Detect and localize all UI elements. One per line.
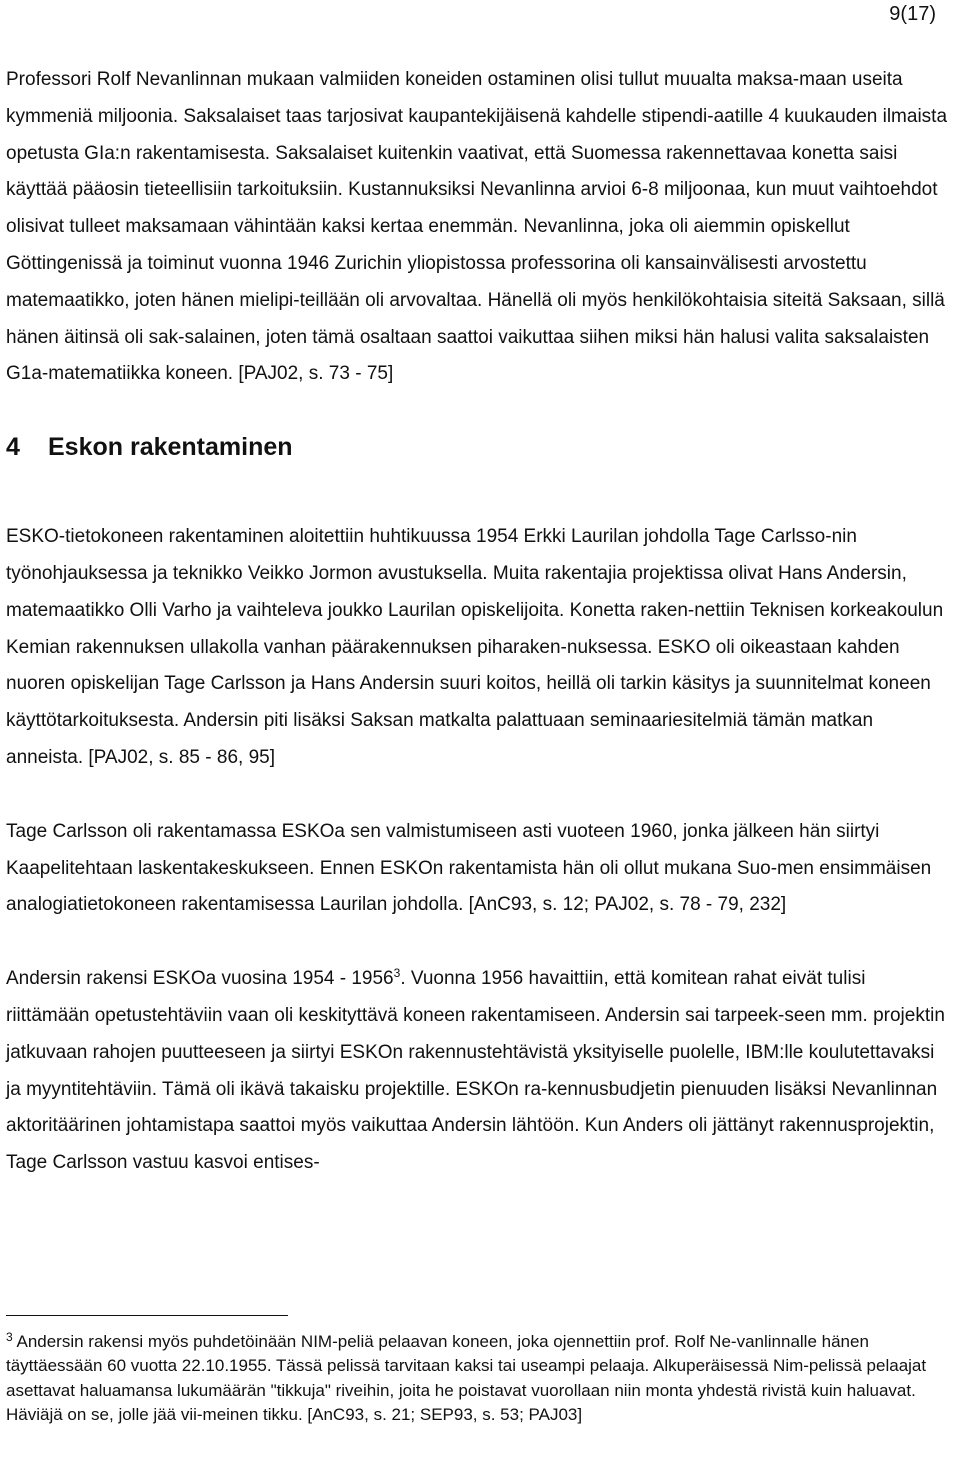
page-number: 9(17) xyxy=(889,3,936,25)
paragraph-esko-construction: ESKO-tietokoneen rakentaminen aloitettiin huhtikuussa 1954 Erkki Laurilan johdolla Tage Carlsso-nin työnohjauksessa ja teknikko Veikko Jormon avustuksella. Muita rakentajia projektissa olivat Hans Andersin, matemaatikko Olli Varho ja vaihteleva joukko Laurilan opiskelijoita. Konetta raken-nettiin Teknisen korkeakoulun Kemian rakennuksen ullakolla vanhan päärakennuksen piharaken-nuksessa. ESKO oli oikeastaan kahden nuoren opiskelijan Tage Carlsson ja Hans Andersin suuri koitos, heillä oli tarkin käsitys ja suunnitelmat koneen käyttötarkoituksesta. Andersin piti lisäksi Saksan matkalta palattuaan seminaariesitelmiä tämän matkan anneista. [PAJ02, s. 85 - 86, 95] xyxy=(6,526,944,768)
footnote xyxy=(6,1330,952,1428)
footnote-text: Andersin rakensi myös puhdetöinään NIM-peliä pelaavan koneen, joka ojennettiin prof. Rolf Ne-vanlinnalle hänen täyttäessään 60 vuotta 22.10.1955. Tässä pelissä tarvitaan kaksi tai useampi pelaaja. Alkuperäisessä Nim-pelissä pelaajat asettavat haluamansa lukumäärän "tikkuja" riveihin, joita he poistavat vuorollaan niin monta yhdestä rivistä kuin haluavat. Häviäjä on se, jolle jää vii-meinen tikku. [AnC93, s. 21; SEP93, s. 53; PAJ03] xyxy=(6,1332,927,1425)
paragraph-andersin xyxy=(6,961,952,1182)
section-number: 4 xyxy=(6,433,20,462)
section-heading xyxy=(6,393,952,519)
section-title: Eskon rakentaminen xyxy=(48,433,293,462)
footnote-marker: 3 xyxy=(6,1330,13,1344)
document-body xyxy=(6,62,952,1182)
paragraph-andersin-rest: . Vuonna 1956 havaittiin, että komitean rahat eivät tulisi riittämään opetustehtäviin vaan oli keskityttävä koneen rakentamiseen. Andersin sai tarpeek-seen mm. projektin jatkuvaan rahojen puutteeseen ja siirtyi ESKOn rakennustehtävistä yksityiselle puolelle, IBM:lle koulutettavaksi ja myyntitehtäviin. Tämä oli ikävä takaisku projektille. ESKOn ra-kennusbudjetin pienuuden lisäksi Nevanlinnan aktoritäärinen johtamistapa saattoi myös vaikuttaa Andersin lähtöön. Kun Anders oli jättänyt rakennusprojektin, Tage Carlsson vastuu kasvoi entises- xyxy=(6,968,945,1174)
footnote-separator xyxy=(6,1315,288,1316)
paragraph-nevanlinna: Professori Rolf Nevanlinnan mukaan valmiiden koneiden ostaminen olisi tullut muualta maksa-maan useita kymmeniä miljoonia. Saksalaiset taas tarjosivat kaupantekijäisenä kahdelle stipendi-aatille 4 kuukauden ilmaista opetusta GIa:n rakentamisesta. Saksalaiset kuitenkin vaativat, että Suomessa rakennettavaa konetta saisi käyttää pääosin tieteellisiin tarkoituksiin. Kustannuksiksi Nevanlinna arvioi 6-8 miljoonaa, kun muut vaihtoehdot olisivat tulleet maksamaan vähintään kaksi kertaa enemmän. Nevanlinna, joka oli aiemmin opiskellut Göttingenissä ja toiminut vuonna 1946 Zurichin yliopistossa professorina oli kansainvälisesti arvostettu matemaatikko, joten hänen mielipi-teillään oli arvovaltaa. Hänellä oli myös henkilökohtaisia siteitä Saksaan, sillä hänen äitinsä oli sak-salainen, joten tämä osaltaan saattoi vaikuttaa siihen miksi hän halusi valita saksalaisten G1a-matematiikka koneen. [PAJ02, s. 73 - 75] xyxy=(6,69,948,385)
paragraph-andersin-start: Andersin rakensi ESKOa vuosina 1954 - 1956 xyxy=(6,968,394,990)
footnote-reference[interactable]: 3 xyxy=(393,966,401,981)
paragraph-carlsson: Tage Carlsson oli rakentamassa ESKOa sen valmistumiseen asti vuoteen 1960, jonka jälkeen hän siirtyi Kaapelitehtaan laskentakeskukseen. Ennen ESKOn rakentamista hän oli ollut mukana Suo-men ensimmäisen analogiatietokoneen rakentamisessa Laurilan johdolla. [AnC93, s. 12; PAJ02, s. 78 - 79, 232] xyxy=(6,820,932,916)
